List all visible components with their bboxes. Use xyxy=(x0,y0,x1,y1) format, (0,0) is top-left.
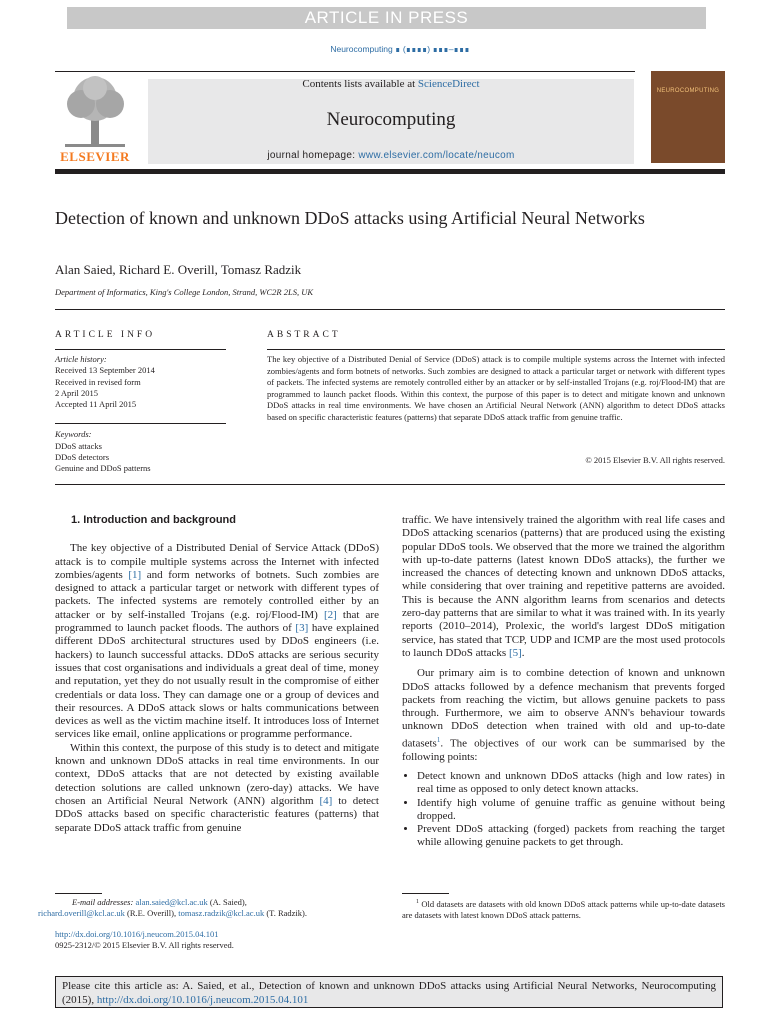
paragraph: traffic. We have intensively trained the algorithm with real life cases and DDoS attacking scenarios (patterns) that are produced using the existing popular DDoS tools. We observed that the more we trained the algorithm with up-to-date patterns (latest known DDoS attacks), the further we increased the chances of detecting known and unknown DDoS attacks, while considering that over training and repetitive patterns are avoided. This is because the ANN algorithm learns from scenarios and detects zero-day patterns that are similar to what it was trained with. In its yearly reports (2010–2014), Prolexic, the world's largest DDoS mitigation service, has stated that TCP, UDP and ICMP are the most used protocols to launch DDoS attacks [5]. xyxy=(402,514,725,659)
divider xyxy=(55,71,635,72)
divider xyxy=(55,309,725,310)
footnote-rule xyxy=(55,893,102,894)
accepted-date: Accepted 11 April 2015 xyxy=(55,399,137,410)
citation-box: Please cite this article as: A. Saied, et al., Detection of known and unknown DDoS attacks using Artificial Neural Networks, Neurocomputing (2015), http://dx.doi.org/10.1016/j.neucom.2015.04.101 xyxy=(55,976,723,1008)
citation-link[interactable]: [1] xyxy=(128,568,142,581)
body-column-right xyxy=(402,514,725,850)
sciencedirect-link[interactable]: ScienceDirect xyxy=(417,78,480,90)
paragraph: Within this context, the purpose of this study is to detect and mitigate known and unknown DDoS attacks in real time environments. In our context, DDoS attacks that are not detected by existing available detection solutions are called unknown (zero-day) attacks. We have chosen an Artificial Neural Network (ANN) algorithm [4] to detect DDoS attacks based on specific characteristic features (patterns) that separate DDoS attack traffic from genuine xyxy=(55,741,379,834)
footnote-mark: 1 xyxy=(416,899,419,905)
body-column-left xyxy=(55,514,379,835)
list-item: • Identify high volume of genuine traffic as genuine without being dropped. xyxy=(417,797,725,824)
paragraph-continued: to detect DDoS attacks based on specific characteristic features (patterns) that separate DDoS attack traffic from genuine xyxy=(55,794,379,834)
divider xyxy=(267,349,725,350)
objectives-list xyxy=(402,770,725,850)
keyword: DDoS attacks xyxy=(55,440,102,451)
authors[interactable]: Alan Saied, Richard E. Overill, Tomasz Radzik xyxy=(55,262,302,277)
divider xyxy=(55,349,226,350)
keywords-label: Keywords: xyxy=(55,429,92,440)
paragraph-continued: traffic. We have intensively trained the algorithm with real life cases and DDoS attacking scenarios (patterns) that are produced using the existing popular DDoS tools. We observed that the more we trained the algorithm with up-to-date patterns (latest known DDoS attacks), the further we increased the chances of detecting known and unknown DDoS attacks, while considering that over training and repetitive patterns are avoided. This is because the ANN algorithm learns from scenarios and detects zero-day patterns that are similar to what it was trained with. In its yearly reports (2010–2014), Prolexic, the world's largest DDoS mitigation service, has stated that TCP, UDP and ICMP are the most used protocols to launch DDoS attacks xyxy=(402,514,725,659)
affiliation: Department of Informatics, King's College London, Strand, WC2R 2LS, UK xyxy=(55,287,314,297)
citation-link[interactable]: [4] xyxy=(319,794,333,807)
cover-title: NEUROCOMPUTING xyxy=(656,88,720,94)
elsevier-wordmark[interactable]: ELSEVIER xyxy=(60,149,130,164)
journal-homepage xyxy=(148,150,634,161)
divider xyxy=(55,484,725,485)
received-date: Received 13 September 2014 xyxy=(55,365,155,376)
history-label: Article history: xyxy=(55,354,107,364)
email-link[interactable]: tomasz.radzik@kcl.ac.uk xyxy=(178,908,265,918)
article-info-heading: ARTICLE INFO xyxy=(55,330,156,340)
citation-doi-link[interactable]: http://dx.doi.org/10.1016/j.neucom.2015.04.101 xyxy=(96,994,309,1006)
footnote-rule xyxy=(402,893,449,894)
doi-link[interactable]: http://dx.doi.org/10.1016/j.neucom.2015.04.101 xyxy=(55,929,219,939)
issn: 0925-2312/© 2015 Elsevier B.V. All rights reserved. xyxy=(55,940,234,950)
footnote-ref[interactable]: 1 xyxy=(436,735,441,744)
homepage-link[interactable]: www.elsevier.com/locate/neucom xyxy=(358,150,515,161)
article-title: Detection of known and unknown DDoS attacks using Artificial Neural Networks xyxy=(55,208,645,228)
contents-prefix: Contents lists available at xyxy=(302,78,418,90)
divider xyxy=(55,423,226,424)
abstract-heading: ABSTRACT xyxy=(267,330,341,340)
copyright: © 2015 Elsevier B.V. All rights reserved. xyxy=(585,455,725,465)
email-link[interactable]: alan.saied@kcl.ac.uk xyxy=(135,897,208,907)
article-info xyxy=(55,354,230,475)
article-in-press-banner: ARTICLE IN PRESS xyxy=(67,7,706,29)
citation-link[interactable]: [3] xyxy=(295,622,309,635)
journal-reference[interactable]: Neurocomputing ∎ (∎∎∎∎) ∎∎∎–∎∎∎ xyxy=(330,44,470,54)
email-link[interactable]: richard.overill@kcl.ac.uk xyxy=(38,908,125,918)
paragraph: The key objective of a Distributed Denial of Service Attack (DDoS) attack is to compile multiple systems across the Internet with infected zombies/agents [1] and form networks of botnets. Such zombies are designed to attack a particular target or network with different types of packets. The infected systems are remotely controlled either by an attacker or by self-installed Trojans (e.g. roj/Flood-IM) [2] that are programmed to launch packet floods. The authors of [3] have explained different DDoS architectural structures used by DDoS engineers (i.e. hackers) to launch successful attacks. DDoS attacks are serious security issues that cost organisations and individuals a great deal of time, money and reputation, yet they do not usually result in the compromise of either credentials or data loss. They can damage one or a group of devices and their resources. A DDoS attack slows or halts communications between devices as well as the victim machine itself. It introduces loss of Internet services like email, online applications or programme performance. xyxy=(55,542,380,741)
keyword: DDoS detectors xyxy=(55,452,110,463)
revised-label: Received in revised form xyxy=(55,376,141,387)
doi-block xyxy=(55,929,234,951)
abstract-text: The key objective of a Distributed Denial of Service (DDoS) attack is to compile multiple systems across the Internet with infected zombies/agents and form botnets of networks. Such zombies are designed to attack a particular target or network with different types of packets. The infected systems are remotely controlled either by an attacker or by self-installed Trojans (e.g. roj/Flood-IM) that are programmed to launch packet floods. Within this context, the purpose of this paper is to detect and mitigate known and unknown DDoS attacks in real time environments. We have chosen an Artificial Neural Network (ANN) algorithm to detect DDoS attacks based on specific characteristic features (patterns) that separate DDoS attack traffic from genuine traffic. xyxy=(267,354,725,422)
citation-link[interactable]: [2] xyxy=(323,608,337,621)
revised-date: 2 April 2015 xyxy=(55,387,98,398)
contents-line xyxy=(148,78,634,90)
journal-name: Neurocomputing xyxy=(326,109,456,130)
paragraph: Our primary aim is to combine detection of known and unknown DDoS attacks followed by a defence mechanism that prevents forged packets from reaching the victim, but allows genuine packets to pass through. Furthermore, we aim to observe ANN's behaviour towards unknown DDoS detection when trained with old and up-to-date datasets$^1$. The objectives of our work can be summarised by the following points: xyxy=(402,667,725,763)
list-item: • Prevent DDoS attacking (forged) packets from reaching the target while allowing genuine packets to get through. xyxy=(417,823,725,850)
citation-link[interactable]: [5] xyxy=(508,646,522,659)
list-item: • Detect known and unknown DDoS attacks (high and low rates) in real time as opposed to only detect known attacks. xyxy=(417,770,725,797)
footnote: $^1$ Old datasets are datasets with old known DDoS attack patterns while up-to-date datasets are datasets with latest known DDoS attack patterns. xyxy=(402,898,725,920)
section-heading: 1. Introduction and background xyxy=(71,514,236,526)
homepage-label: journal homepage: xyxy=(267,150,359,161)
email-addresses: E-mail addresses: alan.saied@kcl.ac.uk (A. Saied), richard.overill@kcl.ac.uk (R.E. Overill), tomasz.radzik@kcl.ac.uk (T. Radzik). xyxy=(38,897,308,918)
keyword: Genuine and DDoS patterns xyxy=(55,463,151,474)
email-label: E-mail addresses: xyxy=(72,897,136,907)
masthead-rule xyxy=(55,169,725,174)
journal-cover-image[interactable] xyxy=(651,71,725,163)
